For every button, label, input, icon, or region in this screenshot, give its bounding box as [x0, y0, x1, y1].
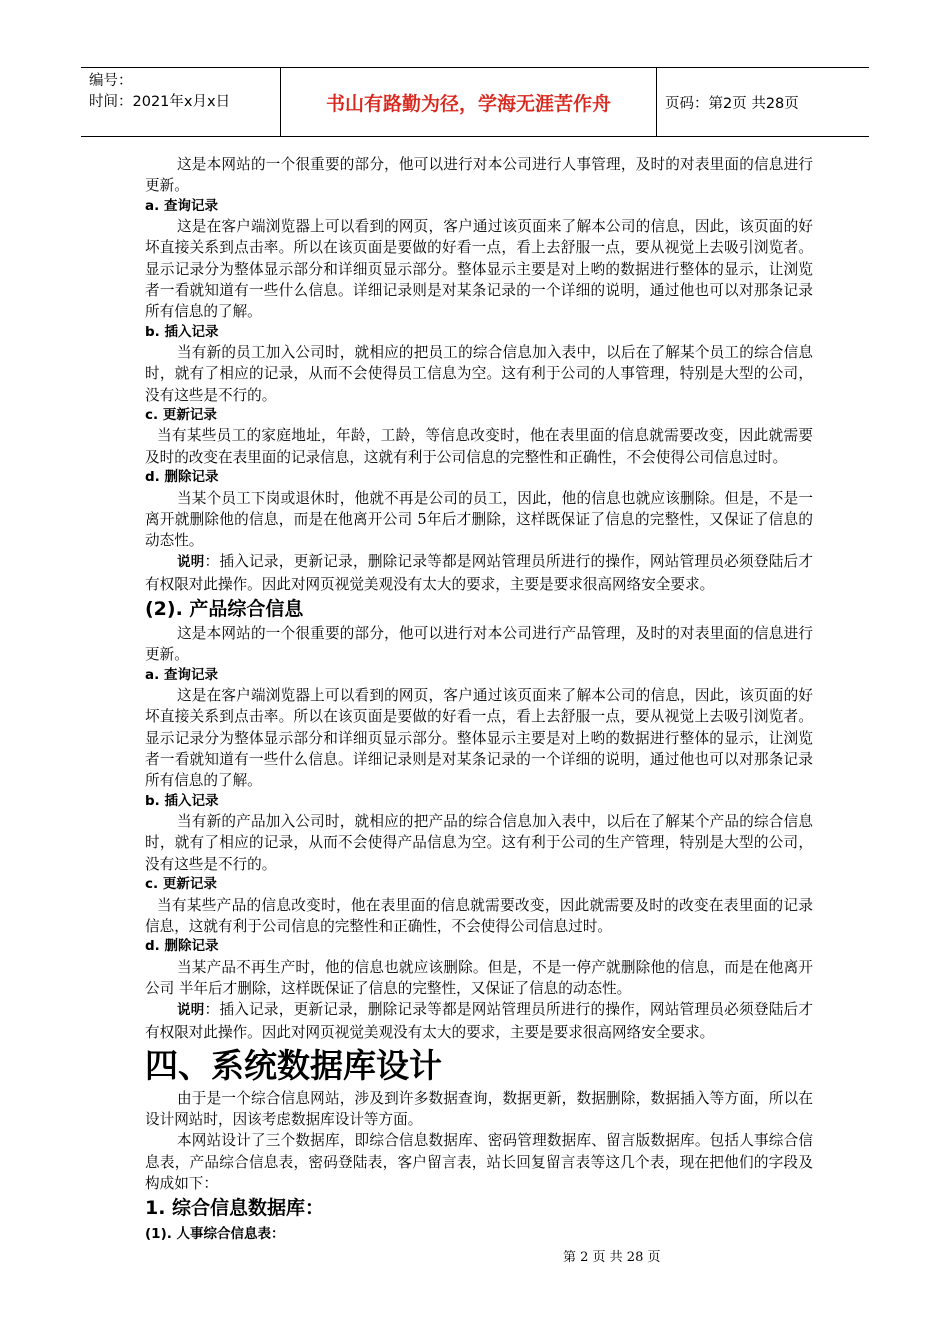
- database-heading: 1. 综合信息数据库：: [145, 1197, 325, 1220]
- subheading: b. 插入记录: [145, 323, 219, 340]
- document-body: [145, 154, 813, 1246]
- paragraph: 本网站设计了三个数据库，即综合信息数据库、密码管理数据库、留言版数据库。包括人事综合信息表，产品综合信息表，密码登陆表，客户留言表，站长回复留言表等这几个表，现在把他们的字段及构成如下：: [145, 1132, 813, 1192]
- paragraph: 这是本网站的一个很重要的部分，他可以进行对本公司进行人事管理，及时的对表里面的信息进行更新。: [145, 156, 813, 195]
- header-motto: 书山有路勤为径，学海无涯苦作舟: [281, 68, 657, 136]
- paragraph: 当有新的产品加入公司时，就相应的把产品的综合信息加入表中，以后在了解某个产品的综合信息时，就有了相应的记录，从而不会使得产品信息为空。这有利于公司的生产管理，特别是大型的公司，没有这些是不行的。: [145, 813, 813, 873]
- subheading: c. 更新记录: [145, 876, 217, 893]
- note-text: ：插入记录，更新记录，删除记录等都是网站管理员所进行的操作，网站管理员必须登陆后才有权限对此操作。因此对网页视觉美观没有太大的要求，主要是要求很高网络安全要求。: [145, 1001, 813, 1041]
- paragraph: 当某个员工下岗或退休时，他就不再是公司的员工，因此，他的信息也就应该删除。但是，不是一离开就删除他的信息，而是在他离开公司 5年后才删除，这样既保证了信息的完整性，又保证了信息的动态性。: [145, 489, 813, 550]
- note-label: 说明: [177, 1002, 205, 1019]
- subheading: d. 删除记录: [145, 469, 219, 486]
- header-page-label: 页码：第2页 共28页: [665, 95, 799, 112]
- table-heading: (1). 人事综合信息表：: [145, 1226, 285, 1243]
- subheading: b. 插入记录: [145, 792, 219, 809]
- page-header: [81, 67, 869, 137]
- subheading: a. 查询记录: [145, 666, 218, 683]
- paragraph: 这是本网站的一个很重要的部分，他可以进行对本公司进行产品管理，及时的对表里面的信息进行更新。: [145, 625, 813, 664]
- note-paragraph: [145, 551, 813, 595]
- paragraph: 这是在客户端浏览器上可以看到的网页，客户通过该页面来了解本公司的信息，因此，该页面的好坏直接关系到点击率。所以在该页面是要做的好看一点，看上去舒服一点，要从视觉上去吸引浏览者。显示记录分为整体显示部分和详细页显示部分。整体显示主要是对上哟的数据进行整体的显示，让浏览者一看就知道有一些什么信息。详细记录则是对某条记录的一个详细的说明，通过他也可以对那条记录所有信息的了解。: [145, 218, 813, 321]
- chapter-heading: 四、系统数据库设计: [145, 1045, 442, 1085]
- number-label: 编号：: [89, 73, 133, 89]
- paragraph: 这是在客户端浏览器上可以看到的网页，客户通过该页面来了解本公司的信息，因此，该页面的好坏直接关系到点击率。所以在该页面是要做的好看一点，看上去舒服一点，要从视觉上去吸引浏览者。显示记录分为整体显示部分和详细页显示部分。整体显示主要是对上哟的数据进行整体的显示，让浏览者一看就知道有一些什么信息。详细记录则是对某条记录的一个详细的说明，通过他也可以对那条记录所有信息的了解。: [145, 687, 813, 790]
- paragraph: 当有新的员工加入公司时，就相应的把员工的综合信息加入表中，以后在了解某个员工的综合信息时，就有了相应的记录，从而不会使得员工信息为空。这有利于公司的人事管理，特别是大型的公司，没有这些是不行的。: [145, 344, 813, 404]
- paragraph: 当有某些员工的家庭地址，年龄，工龄，等信息改变时，他在表里面的信息就需要改变，因此就需要及时的改变在表里面的记录信息，这就有利于公司信息的完整性和正确性，不会使得公司信息过时。: [145, 427, 813, 466]
- subheading: d. 删除记录: [145, 938, 219, 955]
- time-label: 时间：2021年x月x日: [89, 94, 231, 110]
- paragraph: 当某产品不再生产时，他的信息也就应该删除。但是，不是一停产就删除他的信息，而是在他离开公司 半年后才删除，这样既保证了信息的完整性，又保证了信息的动态性。: [145, 958, 813, 997]
- note-text: ：插入记录，更新记录，删除记录等都是网站管理员所进行的操作，网站管理员必须登陆后才有权限对此操作。因此对网页视觉美观没有太大的要求，主要是要求很高网络安全要求。: [145, 553, 813, 593]
- note-label: 说明: [177, 554, 205, 571]
- paragraph: 由于是一个综合信息网站，涉及到许多数据查询，数据更新，数据删除，数据插入等方面，所以在设计网站时，因该考虑数据库设计等方面。: [145, 1089, 813, 1129]
- page-footer: 第 2 页 共 28 页: [563, 1250, 661, 1265]
- note-paragraph: [145, 999, 813, 1043]
- section-heading-product: (2). 产品综合信息: [145, 598, 304, 621]
- paragraph: 当有某些产品的信息改变时，他在表里面的信息就需要改变，因此就需要及时的改变在表里面的记录信息，这就有利于公司信息的完整性和正确性，不会使得公司信息过时。: [145, 896, 813, 935]
- subheading: c. 更新记录: [145, 406, 217, 423]
- subheading: a. 查询记录: [145, 197, 218, 214]
- header-left-cell: [81, 68, 281, 136]
